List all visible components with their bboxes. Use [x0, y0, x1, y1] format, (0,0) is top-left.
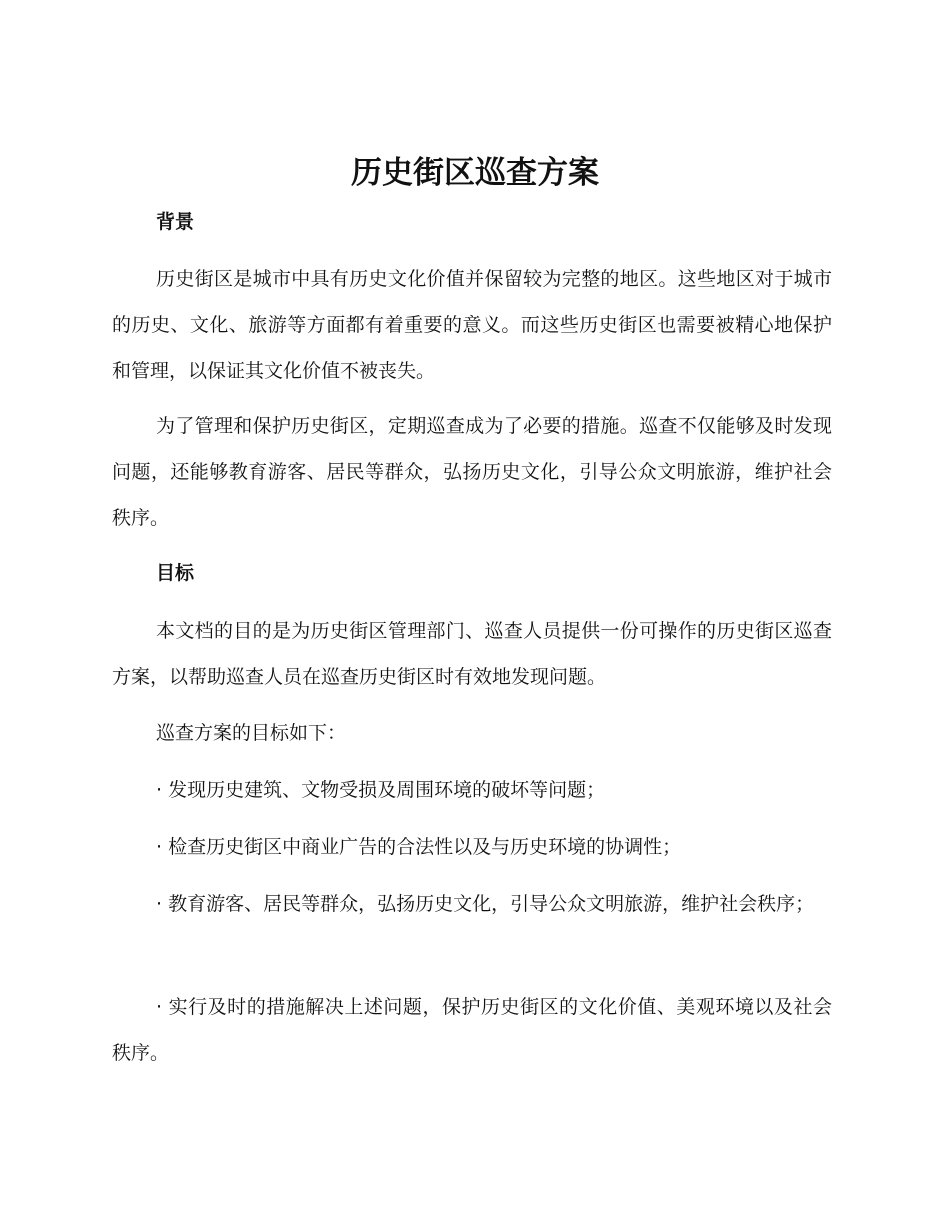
goal-bullet-2: · 检查历史街区中商业广告的合法性以及与历史环境的协调性；: [156, 836, 682, 858]
document-title: 历史街区巡查方案: [351, 155, 599, 191]
goal-bullet-4: · 实行及时的措施解决上述问题，保护历史街区的文化价值、美观环境以及社会秩序。: [112, 996, 832, 1064]
paragraph-goals-1: 本文档的目的是为历史街区管理部门、巡查人员提供一份可操作的历史街区巡查方案，以帮助巡查人员在巡查历史街区时有效地发现问题。: [112, 620, 832, 688]
paragraph-background-1: 历史街区是城市中具有历史文化价值并保留较为完整的地区。这些地区对于城市的历史、文化、旅游等方面都有着重要的意义。而这些历史街区也需要被精心地保护和管理，以保证其文化价值不被丧失。: [112, 268, 832, 382]
section-heading-background: 背景: [156, 211, 195, 233]
paragraph-background-2: 为了管理和保护历史街区，定期巡查成为了必要的措施。巡查不仅能够及时发现问题，还能够教育游客、居民等群众，弘扬历史文化，引导公众文明旅游，维护社会秩序。: [112, 415, 832, 529]
goal-bullet-3: · 教育游客、居民等群众，弘扬历史文化，引导公众文明旅游，维护社会秩序；: [156, 893, 815, 915]
goal-bullet-1: · 发现历史建筑、文物受损及周围环境的破坏等问题；: [156, 779, 606, 801]
section-heading-goals: 目标: [156, 562, 195, 584]
paragraph-goals-intro: 巡查方案的目标如下：: [156, 722, 347, 744]
